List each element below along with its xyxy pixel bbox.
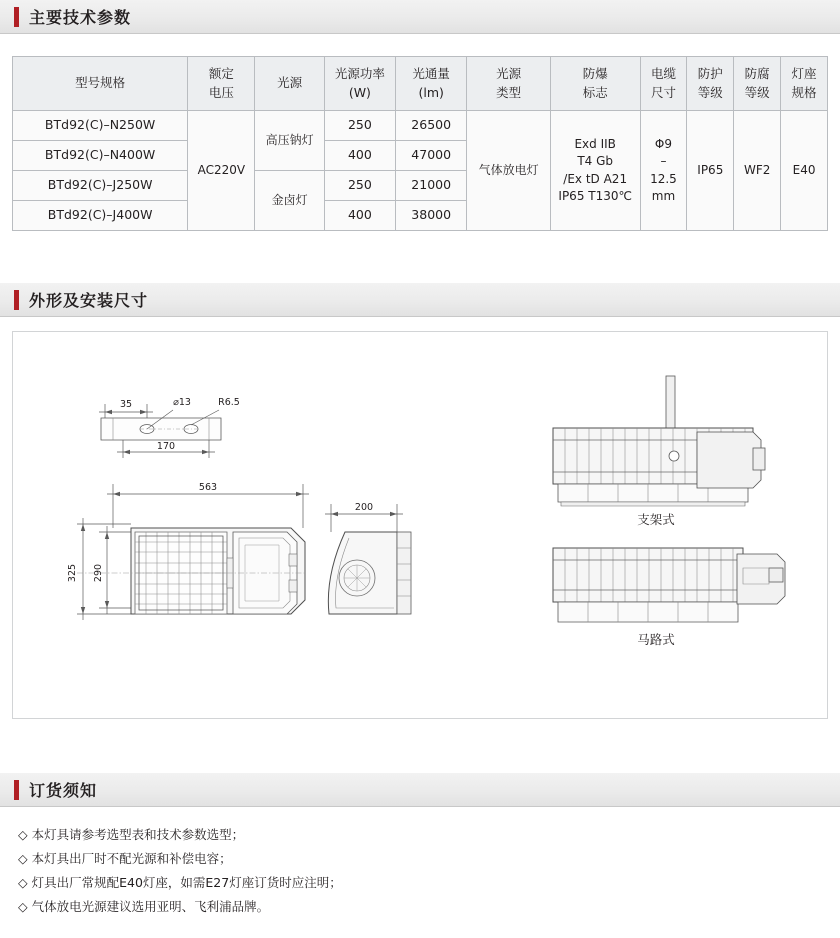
spec-table-head — [13, 57, 828, 111]
cell-power: 400 — [324, 201, 395, 231]
table-row — [13, 111, 828, 141]
cell-socket: E40 — [781, 111, 828, 231]
list-item: ◇ 本灯具出厂时不配光源和补偿电容； — [18, 851, 232, 866]
cell-model: BTd92(C)–N250W — [13, 111, 188, 141]
cell-model: BTd92(C)–J250W — [13, 171, 188, 201]
cell-model: BTd92(C)–N400W — [13, 141, 188, 171]
col-socket: 灯座 规格 — [781, 57, 828, 111]
section-title-specs: 主要技术参数 — [29, 8, 132, 27]
cell-power: 250 — [324, 171, 395, 201]
order-notes-list — [18, 823, 840, 919]
cell-ip-rating: IP65 — [687, 111, 734, 231]
section-title-dimensions: 外形及安装尺寸 — [29, 291, 149, 310]
caption-road-type: 马路式 — [637, 632, 675, 647]
accent-bar-icon — [14, 290, 19, 310]
cell-model: BTd92(C)–J400W — [13, 201, 188, 231]
cell-lamp-halide: 金卤灯 — [255, 171, 324, 231]
cell-ex-mark: Exd IIB T4 Gb /Ex tD A21 IP65 T130℃ — [550, 111, 640, 231]
col-ex-mark: 防爆 标志 — [550, 57, 640, 111]
section-header-order — [0, 773, 840, 807]
list-item: ◇ 灯具出厂常规配E40灯座，如需E27灯座订货时应注明； — [18, 875, 342, 890]
col-corrosion: 防腐 等级 — [734, 57, 781, 111]
col-source-type: 光源 类型 — [467, 57, 551, 111]
caption-bracket-type: 支架式 — [637, 512, 675, 527]
cell-source-type: 气体放电灯 — [467, 111, 551, 231]
dim-label-325: 325 — [67, 563, 78, 583]
spec-table-body — [13, 111, 828, 231]
col-flux: 光通量 (lm) — [396, 57, 467, 111]
col-model: 型号规格 — [13, 57, 188, 111]
section-header-specs — [0, 0, 840, 34]
table-header-row — [13, 57, 828, 111]
cell-voltage: AC220V — [188, 111, 255, 231]
cell-lamp-sodium: 高压钠灯 — [255, 111, 324, 171]
dimension-drawing-panel — [12, 331, 828, 719]
dim-label-563: 563 — [198, 482, 218, 493]
cell-power: 400 — [324, 141, 395, 171]
dim-label-35: 35 — [119, 399, 133, 410]
cell-flux: 38000 — [396, 201, 467, 231]
accent-bar-icon — [14, 7, 19, 27]
col-lamp: 光源 — [255, 57, 324, 111]
cell-flux: 21000 — [396, 171, 467, 201]
col-voltage: 额定 电压 — [188, 57, 255, 111]
list-item: ◇ 气体放电光源建议选用亚明、飞利浦品牌。 — [18, 899, 270, 914]
cell-power: 250 — [324, 111, 395, 141]
cell-flux: 26500 — [396, 111, 467, 141]
dim-label-phi13: ⌀13 — [173, 397, 191, 408]
col-power: 光源功率 (W) — [324, 57, 395, 111]
dim-label-290: 290 — [93, 563, 104, 583]
dim-label-200: 200 — [354, 502, 374, 513]
dim-label-r65: R6.5 — [218, 397, 240, 408]
spec-table — [12, 56, 828, 231]
cell-cable-size: Φ9 – 12.5 mm — [640, 111, 687, 231]
list-item: ◇ 本灯具请参考选型表和技术参数选型； — [18, 827, 245, 842]
cell-corrosion-rating: WF2 — [734, 111, 781, 231]
section-title-order: 订货须知 — [29, 781, 98, 800]
cell-flux: 47000 — [396, 141, 467, 171]
section-header-dimensions — [0, 283, 840, 317]
col-ip: 防护 等级 — [687, 57, 734, 111]
dim-label-170: 170 — [156, 441, 176, 452]
accent-bar-icon — [14, 780, 19, 800]
col-cable: 电缆 尺寸 — [640, 57, 687, 111]
